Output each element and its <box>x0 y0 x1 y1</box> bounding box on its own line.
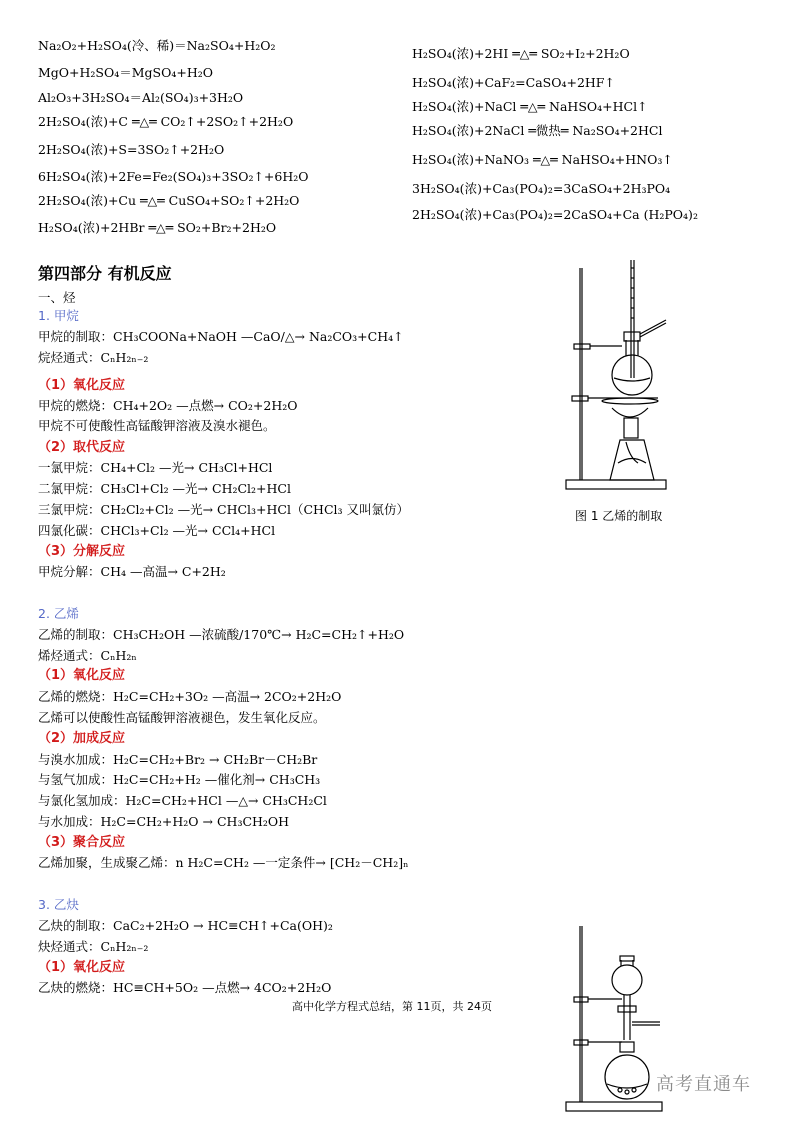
addition-1: 与溴水加成：H₂C=CH₂+Br₂ → CH₂Br－CH₂Br <box>38 752 318 767</box>
methane-combustion: 甲烷的燃烧：CH₄+2O₂ —点燃→ CO₂+2H₂O <box>38 398 298 413</box>
equation-line: H₂SO₄(浓)+NaNO₃ ═△═ NaHSO₄+HNO₃↑ <box>412 152 673 167</box>
equation-line: Al₂O₃+3H₂SO₄＝Al₂(SO₄)₃+3H₂O <box>38 90 244 105</box>
part-title: 第四部分 有机反应 <box>38 264 172 283</box>
ethylene-prep: 乙烯的制取：CH₃CH₂OH —浓硫酸/170℃→ H₂C=CH₂↑+H₂O <box>38 627 405 642</box>
ethylene-note: 乙烯可以使酸性高锰酸钾溶液褪色，发生氧化反应。 <box>38 710 326 725</box>
addition-2: 与氢气加成：H₂C=CH₂+H₂ —催化剂→ CH₃CH₃ <box>38 772 321 787</box>
alkene-general-formula: 烯烃通式：CₙH₂ₙ <box>38 648 137 663</box>
methane-decomposition: 甲烷分解：CH₄ —高温→ C+2H₂ <box>38 564 226 579</box>
equation-line: MgO+H₂SO₄＝MgSO₄+H₂O <box>38 65 214 80</box>
substitution-2: 二氯甲烷：CH₃Cl+Cl₂ —光→ CH₂Cl₂+HCl <box>38 481 291 496</box>
alkyne-general-formula: 炔烃通式：CₙH₂ₙ₋₂ <box>38 939 149 954</box>
acetylene-apparatus-figure <box>560 922 670 1118</box>
page-footer: 高中化学方程式总结，第 11页，共 24页 <box>292 1000 492 1013</box>
section-subtitle: 一、烃 <box>38 290 76 305</box>
oxidation-title: （1）氧化反应 <box>38 378 126 393</box>
methane-prep: 甲烷的制取：CH₃COONa+NaOH —CaO/△→ Na₂CO₃+CH₄↑ <box>38 329 404 344</box>
equation-line: H₂SO₄(浓)+2NaCl ═微热═ Na₂SO₄+2HCl <box>412 123 663 138</box>
equation-line: H₂SO₄(浓)+CaF₂=CaSO₄+2HF↑ <box>412 75 615 90</box>
oxidation-title: （1）氧化反应 <box>38 668 126 683</box>
equation-line: H₂SO₄(浓)+NaCl ═△═ NaHSO₄+HCl↑ <box>412 99 648 114</box>
equation-line: H₂SO₄(浓)+2HBr ═△═ SO₂+Br₂+2H₂O <box>38 220 277 235</box>
figure-caption: 图 1 乙烯的制取 <box>575 509 663 523</box>
substitution-title: （2）取代反应 <box>38 440 126 455</box>
equation-line: 2H₂SO₄(浓)+C ═△═ CO₂↑+2SO₂↑+2H₂O <box>38 114 294 129</box>
acetylene-heading: 3. 乙炔 <box>38 897 79 912</box>
methane-heading: 1. 甲烷 <box>38 308 79 323</box>
equation-line: 3H₂SO₄(浓)+Ca₃(PO₄)₂=3CaSO₄+2H₃PO₄ <box>412 181 671 196</box>
methane-note: 甲烷不可使酸性高锰酸钾溶液及溴水褪色。 <box>38 418 276 433</box>
substitution-4: 四氯化碳：CHCl₃+Cl₂ —光→ CCl₄+HCl <box>38 523 276 538</box>
oxidation-title: （1）氧化反应 <box>38 960 126 975</box>
equation-line: Na₂O₂+H₂SO₄(冷、稀)＝Na₂SO₄+H₂O₂ <box>38 38 276 53</box>
equation-line: 6H₂SO₄(浓)+2Fe=Fe₂(SO₄)₃+3SO₂↑+6H₂O <box>38 169 309 184</box>
addition-4: 与水加成：H₂C=CH₂+H₂O → CH₃CH₂OH <box>38 814 290 829</box>
ethylene-heading: 2. 乙烯 <box>38 606 79 621</box>
ethylene-combustion: 乙烯的燃烧：H₂C=CH₂+3O₂ —高温→ 2CO₂+2H₂O <box>38 689 342 704</box>
alkane-general-formula: 烷烃通式：CₙH₂ₙ₋₂ <box>38 350 149 365</box>
watermark: 高考直通车 <box>656 1074 751 1095</box>
equation-line: 2H₂SO₄(浓)+Cu ═△═ CuSO₄+SO₂↑+2H₂O <box>38 193 300 208</box>
equation-line: 2H₂SO₄(浓)+Ca₃(PO₄)₂=2CaSO₄+Ca (H₂PO₄)₂ <box>412 207 698 222</box>
decomposition-title: （3）分解反应 <box>38 544 126 559</box>
acetylene-combustion: 乙炔的燃烧：HC≡CH+5O₂ —点燃→ 4CO₂+2H₂O <box>38 980 332 995</box>
substitution-1: 一氯甲烷：CH₄+Cl₂ —光→ CH₃Cl+HCl <box>38 460 273 475</box>
ethylene-apparatus-figure <box>560 258 670 498</box>
addition-3: 与氯化氢加成：H₂C=CH₂+HCl —△→ CH₃CH₂Cl <box>38 793 327 808</box>
addition-title: （2）加成反应 <box>38 731 126 746</box>
acetylene-prep: 乙炔的制取：CaC₂+2H₂O → HC≡CH↑+Ca(OH)₂ <box>38 918 333 933</box>
substitution-3: 三氯甲烷：CH₂Cl₂+Cl₂ —光→ CHCl₃+HCl（CHCl₃ 又叫氯仿） <box>38 502 410 517</box>
polymer-title: （3）聚合反应 <box>38 835 126 850</box>
ethylene-polymerization: 乙烯加聚，生成聚乙烯：n H₂C=CH₂ —一定条件→ [CH₂－CH₂]ₙ <box>38 855 409 870</box>
equation-line: 2H₂SO₄(浓)+S=3SO₂↑+2H₂O <box>38 142 225 157</box>
equation-line: H₂SO₄(浓)+2HI ═△═ SO₂+I₂+2H₂O <box>412 46 630 61</box>
